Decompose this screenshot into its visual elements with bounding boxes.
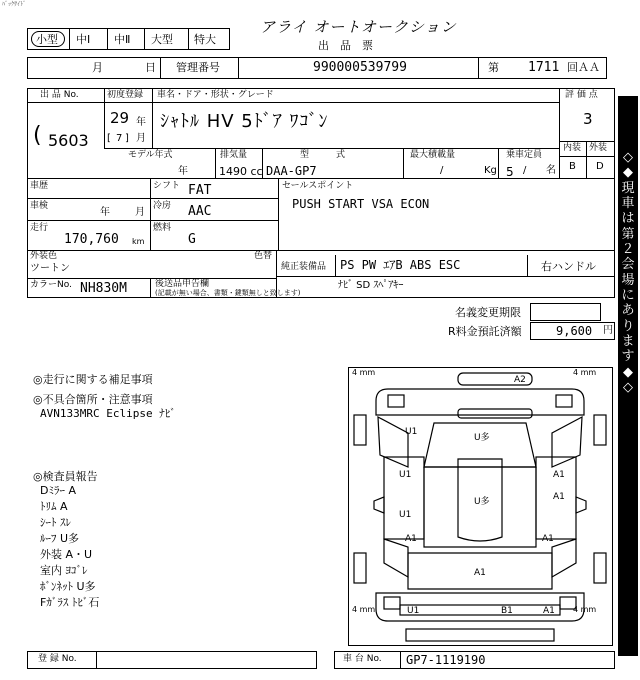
shipping-note: (記載が無い場合、書類・鍵類無しと致します) <box>155 289 301 297</box>
model-year-label: モデル年式 <box>128 150 173 160</box>
mileage-unit: km <box>132 237 145 246</box>
recycle-label: R料金預託済額 <box>448 325 522 338</box>
repair-title: ◎走行に関する補足事項 <box>33 373 153 386</box>
reg-month-close: ] <box>125 133 129 144</box>
model-type: DAA-GP7 <box>266 164 317 178</box>
color-no: NH830M <box>80 281 127 296</box>
venue-notice-char: あ <box>621 303 635 319</box>
size-small: 小型 <box>36 33 58 46</box>
mileage: 170,760 <box>64 232 119 247</box>
mark-rear-right-door: A1 <box>553 470 565 480</box>
options: ﾅﾋﾞ SD ｽﾍﾟｱｷｰ <box>338 280 404 291</box>
capacity-unit: 名 <box>546 165 556 176</box>
venue-notice-char: 現 <box>621 180 635 196</box>
first-reg-label: 初度登録 <box>107 90 144 100</box>
inspector-line: ﾙｰﾌ U多 <box>40 532 80 545</box>
lot-paren: ( <box>33 123 42 148</box>
max-load-sep: / <box>440 165 444 176</box>
max-load-unit: Kg <box>484 165 497 176</box>
int-color-label: 色替 <box>254 251 273 261</box>
mark-front-left-door: U1 <box>399 510 412 520</box>
vin-number: GP7-1119190 <box>406 653 486 667</box>
reg-month: 7 <box>116 133 123 144</box>
reg-label: 登 録 No. <box>38 654 77 664</box>
inspector-line: ﾎﾞﾝﾈｯﾄ U多 <box>40 580 96 593</box>
session-label-2: 回ＡＡ <box>567 61 600 74</box>
venue-notice <box>618 96 638 656</box>
mgmt-number: 990000539799 <box>313 60 407 75</box>
document-subtitle: 出 品 票 <box>318 39 373 52</box>
size-extra: 特大 <box>194 33 216 46</box>
mark-front-bumper-far-right: A1 <box>543 606 555 616</box>
venue-notice-char: 場 <box>621 272 635 288</box>
tire-bottom-left: 4 mm <box>352 605 376 614</box>
model-year-unit: 年 <box>178 166 188 177</box>
inspector-line: ｼｰﾄ ｽﾚ <box>40 516 71 529</box>
inspector-line: Dﾐﾗｰ A <box>40 484 76 497</box>
inspection-month: 月 <box>135 207 145 218</box>
venue-notice-char: ◆ <box>623 364 633 380</box>
aircon-label: 冷房 <box>153 201 172 211</box>
reg-year: 29 <box>110 109 130 127</box>
interior-label: 内装 <box>563 143 582 153</box>
mark-front-bumper-left: U1 <box>407 606 420 616</box>
size-mid2: 中Ⅱ <box>114 33 131 46</box>
venue-notice-char: ◇ <box>623 150 633 165</box>
venue-notice-char: 第 <box>621 226 635 242</box>
size-mid1: 中Ⅰ <box>76 33 91 46</box>
displacement-label: 排気量 <box>220 150 248 160</box>
defect-title: ◎不具合箇所・注意事項 <box>33 393 153 406</box>
score-label: 評 価 点 <box>565 90 598 100</box>
exterior-label: 外装 <box>589 143 608 153</box>
fuel: G <box>188 232 196 247</box>
vin-label: 車 台 No. <box>343 654 382 664</box>
reg-month-unit: 月 <box>136 133 146 144</box>
recycle-unit: 円 <box>603 325 613 336</box>
tire-top-left: 4 mm <box>352 368 376 377</box>
venue-notice-char: ◆ <box>623 165 633 181</box>
type-label: 型 式 <box>300 150 346 160</box>
session-label-1: 第 <box>488 61 499 74</box>
mark-rear-left-door: U1 <box>399 470 412 480</box>
mark-front-center: A1 <box>474 568 486 578</box>
inspector-line: 室内 ﾖｺﾞﾚ <box>40 564 88 577</box>
lot-number: 5603 <box>48 131 89 150</box>
lot-label: 出 品 No. <box>40 90 79 100</box>
shipping-label: 後送品申告欄 <box>155 279 210 289</box>
name-change-label: 名義変更期限 <box>455 306 521 319</box>
mileage-label: 走行 <box>30 223 49 233</box>
mark-front-bumper-right: B1 <box>501 606 513 616</box>
fuel-label: 燃料 <box>153 223 172 233</box>
mark-front-left-fender: A1 <box>405 534 417 544</box>
venue-notice-char: り <box>621 318 635 334</box>
venue-notice-char: に <box>621 287 635 303</box>
reg-year-unit: 年 <box>136 117 146 128</box>
interior-grade: B <box>569 161 576 172</box>
reg-month-paren: [ <box>107 133 111 144</box>
mgmt-label: 管理番号 <box>176 61 220 74</box>
venue-notice-char: す <box>621 349 635 365</box>
corner-mark: ﾊﾞｯｸｻｲﾄﾞ <box>2 1 27 8</box>
venue-notice-char: ま <box>621 333 635 349</box>
capacity: 5 <box>506 165 514 179</box>
score-value: 3 <box>583 110 593 128</box>
inspector-line: 外装 A・U <box>40 548 93 561</box>
defect-text: AVN133MRC Eclipse ﾅﾋﾞ <box>40 407 176 420</box>
ext-color: ツートン <box>30 263 70 274</box>
max-load-label: 最大積載量 <box>410 150 456 160</box>
color-no-label: カラーNo. <box>30 280 72 290</box>
sales-point: PUSH START VSA ECON <box>292 197 430 211</box>
venue-notice-char: ◇ <box>623 379 633 395</box>
capacity-sep: / <box>523 165 527 176</box>
shift-label: シフト <box>153 181 181 191</box>
capacity-label: 乗車定員 <box>506 150 543 160</box>
aircon: AAC <box>188 204 212 219</box>
car-name: ｼｬﾄﾙ HV 5ﾄﾞｱ ﾜｺﾞﾝ <box>160 111 329 132</box>
mark-roof: U多 <box>474 433 490 443</box>
inspector-line: ﾄﾘﾑ A <box>40 500 68 513</box>
sales-point-label: セールスポイント <box>282 181 354 191</box>
inspection-label: 車検 <box>30 201 49 211</box>
shift: FAT <box>188 183 212 198</box>
venue-notice-char: は <box>621 211 635 227</box>
history-label: 車歴 <box>30 181 49 191</box>
mark-rear-left-fender: U1 <box>405 427 418 437</box>
inspection-year: 年 <box>100 207 110 218</box>
equipment-label: 純正装備品 <box>281 262 327 272</box>
displacement: 1490 cc <box>219 165 263 178</box>
name-change-box <box>530 303 601 321</box>
mark-front-right-door: A1 <box>553 492 565 502</box>
venue-notice-char: 会 <box>621 257 635 273</box>
mark-rear-bumper: A2 <box>514 375 526 385</box>
ext-color-label: 外装色 <box>30 251 58 261</box>
equipment: PS PW ｴｱB ABS ESC <box>340 258 461 272</box>
exterior-grade: D <box>596 161 604 172</box>
steering-side: 右ハンドル <box>541 260 596 273</box>
inspector-title: ◎検査員報告 <box>33 470 98 483</box>
car-name-label: 車名・ドア・形状・グレード <box>157 90 274 100</box>
venue-notice-char: 車 <box>621 195 635 211</box>
tire-top-right: 4 mm <box>573 368 597 377</box>
tire-bottom-right: 4 mm <box>573 605 597 614</box>
mark-hood: U多 <box>474 497 490 507</box>
mark-front-right-fender: A1 <box>542 534 554 544</box>
auction-title: アライ オートオークション <box>260 18 457 36</box>
recycle-amount: 9,600 <box>556 324 593 338</box>
day-label: 日 <box>145 61 156 74</box>
size-large: 大型 <box>151 33 173 46</box>
inspector-line: Fｶﾞﾗｽ ﾄﾋﾞ石 <box>40 596 100 609</box>
venue-notice-char: ２ <box>621 241 635 257</box>
session-number: 1711 <box>528 60 560 75</box>
month-label: 月 <box>92 61 103 74</box>
